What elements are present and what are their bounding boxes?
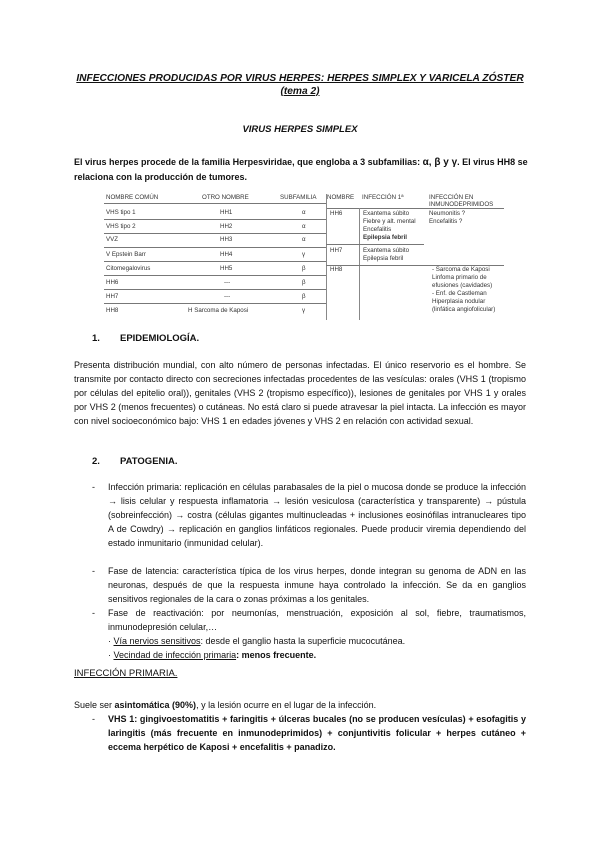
subtable-inf-item: Epilepsia febril [363,234,408,241]
table-divider [326,244,424,245]
section-heading-epidemiologia [92,333,199,344]
reactivation-route-vecindad: · Vecindad de infección primaria: menos frecuente. [108,650,317,660]
subtable-inm-item: Neumonitis ? [429,210,466,217]
table-header-nombre: NOMBRE [327,194,355,201]
document-title: INFECCIONES PRODUCIDAS POR VIRUS HERPES: HERPES SIMPLEX Y VARICELA ZÓSTER [76,73,524,84]
table-divider [104,219,326,220]
patogenia-fase-reactivacion: Fase de reactivación: por neumonías, menstruación, exposición al sol, fiebre, traumatismos, inmunodepresión celular,… [108,608,526,632]
subtable-inf-item: Exantema súbito [363,247,410,254]
table-row-comun: VHS tipo 2 [106,223,136,230]
intro-text-d: α, β y γ [422,157,458,168]
intro-text-a: El virus herpes procede de la familia Herpesviridae, que engloba a [74,157,361,167]
table-divider [104,233,326,234]
section-number: 1. [92,333,100,344]
table-row-sub: β [302,293,306,300]
table-header-subfamilia: SUBFAMILIA [280,194,317,201]
subtable-inm-item: Encefalitis ? [429,218,463,225]
section-title: EPIDEMIOLOGÍA. [120,333,200,344]
route-text: : desde el ganglio hasta la superficie mucocutánea. [200,636,406,646]
table-row-otro: --- [224,293,231,300]
table-row-sub: α [302,209,306,216]
table-row-comun: HH8 [106,307,119,314]
route-label: Vecindad de infección primaria [113,650,237,660]
table-divider [359,208,360,320]
table-row-comun: VVZ [106,236,119,243]
subtable-inm-item: - Sarcoma de Kaposi [432,266,490,273]
subtable-inm-item: (linfática angiofolicular) [432,306,496,313]
table-header-otro-nombre: OTRO NOMBRE [202,194,249,201]
patogenia-fase-latencia: Fase de latencia: característica típica de los virus herpes, donde integran su genoma de ADN en las neuronas, después de que la respuesta inmune haya controlado la infección. Se da en ganglios sensitivos regionales de la cara o zonas próximas a los genitales. [108,566,526,604]
bullet-dash: - [92,482,95,492]
table-divider [104,203,326,204]
infeccion-primaria-intro [74,698,526,712]
section-number: 2. [92,456,100,467]
document-subtitle-tema: (tema 2) [280,86,320,97]
table-row-comun: V Epstein Barr [106,251,146,258]
subtable-inm-item: - Enf. de Castleman [432,290,487,297]
table-row-sub: γ [302,307,306,314]
infeccion-primaria-vhs1: VHS 1: gingivoestomatitis + faringitis + úlceras bucales (no se producen vesículas) + esofagitis y laringitis (más frecuente en inmunodeprimidos) + conjuntivitis folicular + herpes cutáneo + eccema herpético de Kaposi + encefalitis + panadizo. [108,714,526,752]
route-label: Vía nervios sensitivos [113,636,201,646]
herpes-virus-table [104,194,504,320]
reactivation-route-nervios: · Vía nervios sensitivos: desde el ganglio hasta la superficie mucocutánea. [108,636,406,646]
intro-paragraph [74,155,534,184]
table-divider [104,289,326,290]
table-divider [104,303,326,304]
table-divider [104,275,326,276]
table-row-comun: HH6 [106,279,119,286]
table-row-otro: HH4 [220,251,233,258]
section-title: PATOGENIA. [120,456,178,467]
subtable-inm-item: Hiperplasia nodular [432,298,486,305]
table-header-infeccion: INFECCIÓN 1ª [362,194,404,201]
subtable-inm-item: Linfoma primario de [432,274,487,281]
table-row-otro: --- [224,279,231,286]
table-divider [326,208,504,209]
route-text: : menos frecuente. [236,650,317,660]
epidemiologia-paragraph: Presenta distribución mundial, con alto número de personas infectadas. El único reservorio es el hombre. Se transmite por contacto directo con secreciones infectadas procedentes de las vesículas: orales (VHS 1 (tropismo por células del epitelio oral)), genitales (VHS 2 (tropismo específico)), lesiones de genitales por VHS 1 y orales por VHS 2 (menos frecuentes) o cutáneas. No está claro si puede atravesar la piel intacta. La infección es mayor con nivel socioeconómico bajo: VHS 1 en edades jóvenes y VHS 2 en relación con actividad sexual. [74,360,526,426]
table-row-sub: α [302,223,306,230]
intro-a: Suele ser [74,700,115,710]
subtable-inm-item: efusiones (cavidades) [432,282,493,289]
table-row-comun: VHS tipo 1 [106,209,136,216]
table-header-nombre-comun: NOMBRE COMÚN [106,194,159,201]
bullet-dash: - [92,608,95,618]
table-row-otro: H Sarcoma de Kaposi [188,307,249,314]
table-row-otro: HH3 [220,236,233,243]
intro-text-c: subfamilias: [365,157,423,167]
intro-c: , y la lesión ocurre en el lugar de la infección. [196,700,377,710]
subtable-name-hh8: HH8 [330,266,343,273]
table-divider [104,247,326,248]
bullet-dash: - [92,566,95,576]
intro-text-b: 3 [360,157,366,167]
bullet-dash: - [92,714,95,724]
table-row-comun: Citomegalovirus [106,265,151,272]
patogenia-infeccion-primaria: Infección primaria: replicación en células parabasales de la piel o mucosa donde se produce la infección → lisis celular y respuesta inflamatoria → lesión vesiculosa (característica y transparente) → pústula (sobreinfección) → costra (células gigantes multinucleadas + inclusiones eosinófilas intranucleares tipo A de Cowdry) → replicación en ganglios linfáticos regionales. Puede producir viremia dependiendo del estado inmunitario (inmunidad celular). [108,482,526,548]
table-row-otro: HH1 [220,209,233,216]
table-row-sub: β [302,279,306,286]
subtable-inf-item: Fiebre y alt. mental [363,218,416,225]
table-row-comun: HH7 [106,293,119,300]
intro-text-e: . El virus HH8 se relaciona con la producción de tumores. [74,157,528,182]
subtable-inf-item: Exantema súbito [363,210,410,217]
subtable-inf-item: Epilepsia febril [363,255,404,262]
table-row-sub: γ [302,251,306,258]
table-row-sub: α [302,236,306,243]
subtable-inf-item: Encefalitis [363,226,392,233]
section-heading-infeccion-primaria: INFECCIÓN PRIMARIA. [74,668,178,679]
table-row-otro: HH2 [220,223,233,230]
intro-b: asintomática (90%) [114,700,197,710]
table-row-sub: β [302,265,306,272]
subtable-name-hh7: HH7 [330,247,343,254]
table-row-otro: HH5 [220,265,233,272]
subtable-name-hh6: HH6 [330,210,343,217]
section-title-herpes-simplex: VIRUS HERPES SIMPLEX [242,124,358,135]
section-heading-patogenia [92,456,178,467]
table-divider [104,261,326,262]
table-header-inmunodeprimidos: INFECCIÓN EN INMUNODEPRIMIDOS [429,194,494,208]
table-divider [326,194,327,320]
